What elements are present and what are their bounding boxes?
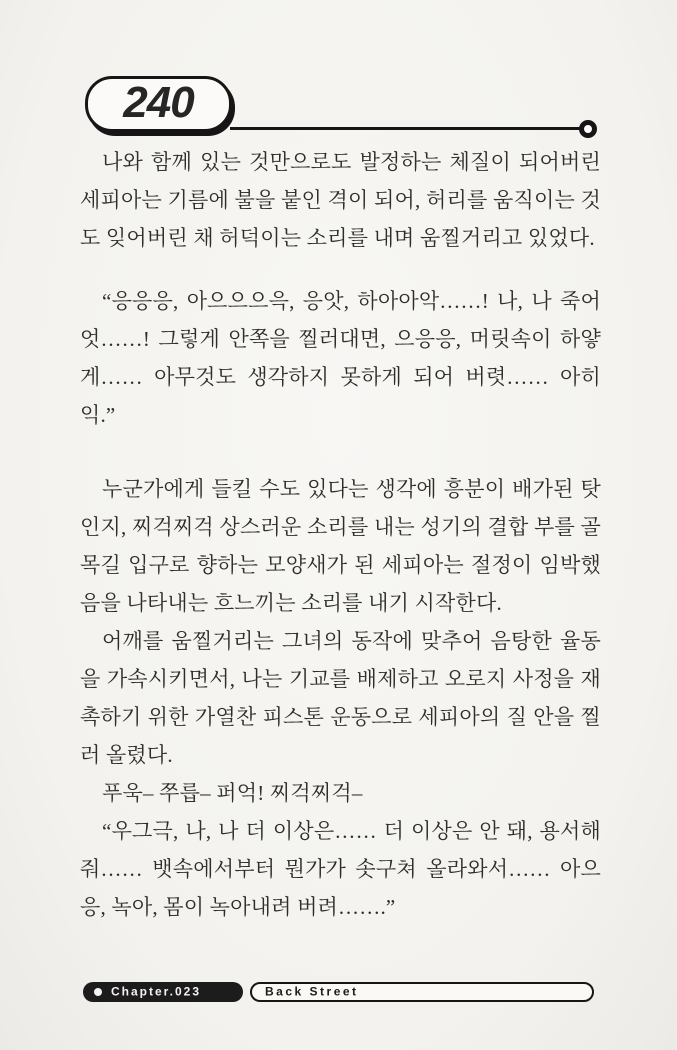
body-text <box>80 143 601 926</box>
paragraph-dialogue: “우그극, 나, 나 더 이상은…… 더 이상은 안 돼, 용서해줘…… 뱃속에서부터 뭔가가 솟구쳐 올라와서…… 아으응, 녹아, 몸이 녹아내려 버려…….” <box>80 819 601 919</box>
paragraph-sfx: 푸욱– 쭈릅– 퍼억! 찌걱찌걱– <box>102 781 363 805</box>
chapter-badge <box>83 982 243 1002</box>
header-rule <box>230 127 582 130</box>
paragraph: 어깨를 움찔거리는 그녀의 동작에 맞추어 음탕한 율동을 가속시키면서, 나는 기교를 배제하고 오로지 사정을 재촉하기 위한 가열찬 피스톤 운동으로 세피아의 질 안을 찔러 올렸다. <box>80 629 601 767</box>
paragraph: 나와 함께 있는 것만으로도 발정하는 체질이 되어버린 세피아는 기름에 불을 붙인 격이 되어, 허리를 움직이는 것도 잊어버린 채 허덕이는 소리를 내며 움찔거리고 있었다. <box>80 150 601 250</box>
bullet-dot-icon <box>94 988 102 996</box>
header-ring-icon <box>579 120 597 138</box>
paragraph-dialogue: “응응응, 아으으으윽, 응앗, 하아아악……! 나, 나 죽어엇……! 그렇게 안쪽을 찔러대면, 으응응, 머릿속이 하얗게…… 아무것도 생각하지 못하게 되어 버렷…… 아히익.” <box>80 289 601 427</box>
chapter-label: Chapter.023 <box>111 984 202 999</box>
book-title-label: Back Street <box>265 984 359 999</box>
book-title-badge <box>250 982 594 1002</box>
page-number-badge <box>85 76 232 132</box>
paragraph: 누군가에게 들킬 수도 있다는 생각에 흥분이 배가된 탓인지, 찌걱찌걱 상스러운 소리를 내는 성기의 결합 부를 골목길 입구로 향하는 모양새가 된 세피아는 절정이 임박했음을 나타내는 흐느끼는 소리를 내기 시작한다. <box>80 477 601 615</box>
page-number: 240 <box>123 78 194 127</box>
